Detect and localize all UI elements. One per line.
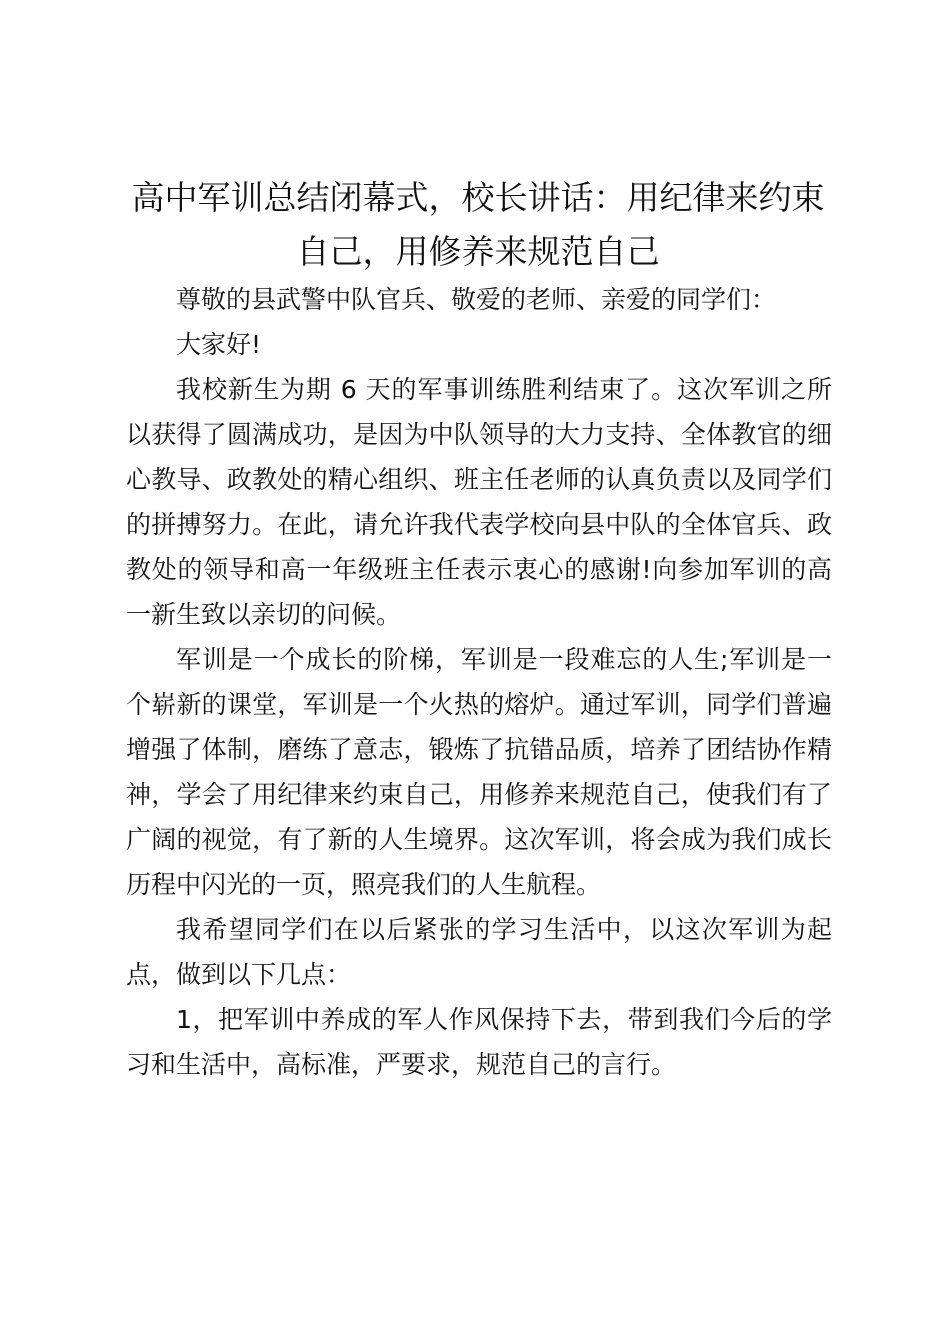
greeting-paragraph: 大家好!	[176, 330, 262, 359]
document-title: 高中军训总结闭幕式，校长讲话：用纪律来约束自己，用修养来规范自己	[131, 178, 825, 271]
salutation-paragraph: 尊敬的县武警中队官兵、敬爱的老师、亲爱的同学们：	[176, 285, 777, 314]
body-paragraph: 军训是一个成长的阶梯，军训是一段难忘的人生;军训是一个崭新的课堂，军训是一个火热的熔炉。通过军训，同学们普遍增强了体制，磨练了意志，锻炼了抗错品质，培养了团结协作精神，学会了用纪律来约束自己，用修养来规范自己，使我们有了广阔的视觉，有了新的人生境界。这次军训，将会成为我们成长历程中闪光的一页，照亮我们的人生航程。	[126, 645, 832, 899]
document-body	[126, 277, 832, 1087]
body-paragraph: 1，把军训中养成的军人作风保持下去，带到我们今后的学习和生活中，高标准，严要求，规范自己的言行。	[126, 1005, 832, 1079]
body-paragraph: 我校新生为期 6 天的军事训练胜利结束了。这次军训之所以获得了圆满成功，是因为中队领导的大力支持、全体教官的细心教导、政教处的精心组织、班主任老师的认真负责以及同学们的拼搏努力。在此，请允许我代表学校向县中队的全体官兵、政教处的领导和高一年级班主任表示衷心的感谢!向参加军训的高一新生致以亲切的问候。	[126, 375, 832, 629]
body-paragraph: 我希望同学们在以后紧张的学习生活中，以这次军训为起点，做到以下几点：	[126, 915, 832, 989]
